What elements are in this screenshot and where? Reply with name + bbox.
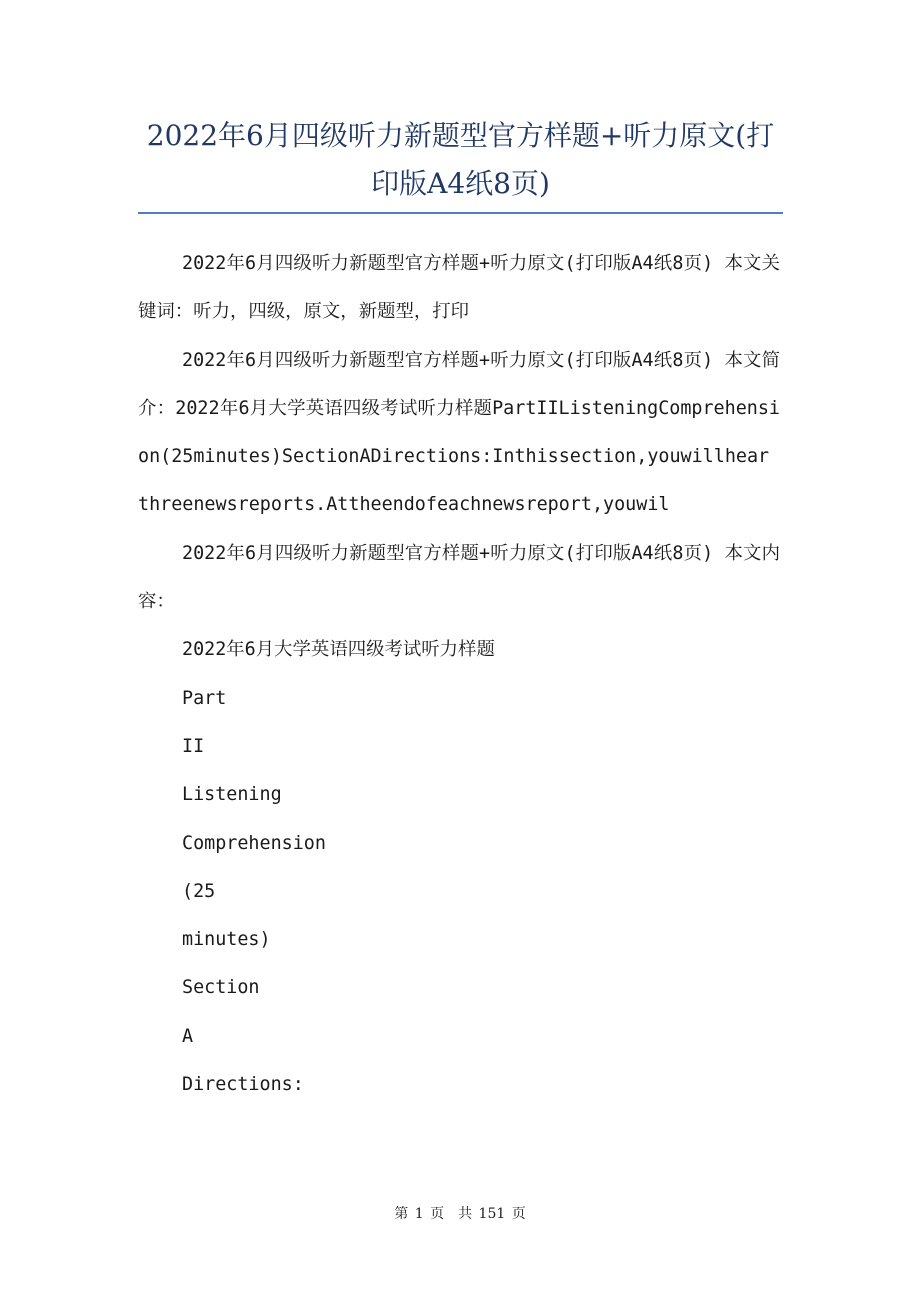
text-line: Directions: [182, 1074, 304, 1096]
text-line: Part [182, 687, 227, 709]
text-line: Listening [182, 784, 282, 806]
document-body [138, 240, 780, 1109]
document-title: 2022年6月四级听力新题型官方样题+听力原文(打印版A4纸8页) [146, 119, 775, 200]
title-divider [138, 212, 783, 214]
text-line: Section [182, 977, 260, 999]
text-line: II [182, 735, 205, 757]
text-line: Comprehension [182, 832, 326, 854]
text-line: minutes) [182, 929, 271, 951]
keywords-paragraph: 2022年6月四级听力新题型官方样题+听力原文(打印版A4纸8页) 本文关键词：听力，四级，原文，新题型，打印 [138, 253, 780, 323]
page-footer [0, 1203, 920, 1223]
summary-paragraph: 2022年6月四级听力新题型官方样题+听力原文(打印版A4纸8页) 本文简介：2022年6月大学英语四级考试听力样题PartIIListeningComprehension(25minutes)SectionADirections:Inthissection,youwillhearthreenewsreports.Attheendofeachnewsreport,youwil [138, 349, 780, 516]
page-total: 共 151 页 [458, 1206, 526, 1222]
page-number: 第 1 页 [394, 1206, 445, 1222]
text-line: 2022年6月大学英语四级考试听力样题 [182, 639, 495, 661]
content-intro-paragraph: 2022年6月四级听力新题型官方样题+听力原文(打印版A4纸8页) 本文内容： [138, 542, 780, 613]
text-line: A [182, 1025, 194, 1047]
text-line: (25 [182, 880, 216, 902]
